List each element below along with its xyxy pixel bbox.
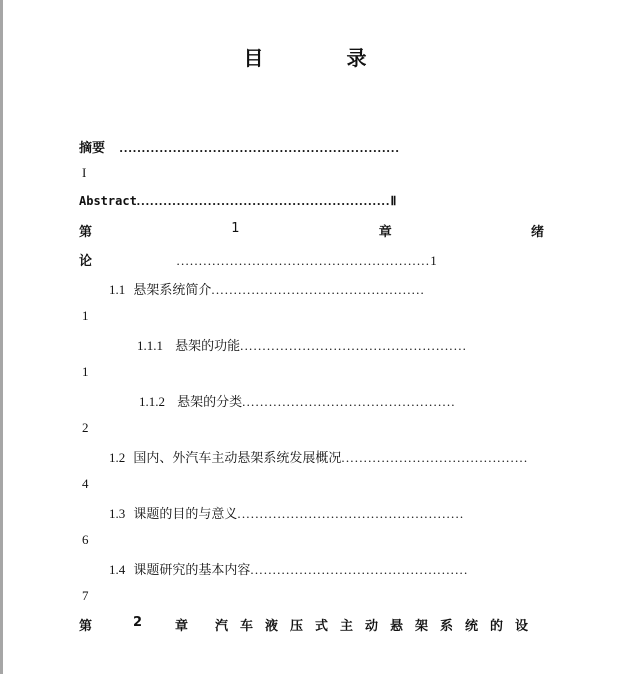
toc-page-number: 4 xyxy=(82,476,89,491)
chapter-char: 统 xyxy=(465,619,479,634)
toc-page-number: 6 xyxy=(82,532,89,547)
toc-entry-1-3[interactable] xyxy=(109,503,464,523)
chapter-char: 悬 xyxy=(390,619,404,634)
toc-label: 课题的目的与意义 xyxy=(133,507,238,522)
toc-entry-abstract-cn[interactable] xyxy=(79,137,400,157)
chapter-char: 设 xyxy=(515,619,529,634)
chapter-char: 第 xyxy=(79,619,93,634)
chapter-char: 液 xyxy=(265,619,279,634)
toc-page-number: 1 xyxy=(430,253,437,268)
section-number: 1.1.2 xyxy=(139,394,165,409)
toc-label: 悬架的分类 xyxy=(177,395,243,410)
chapter-char: 绪 xyxy=(530,225,544,240)
toc-title: 目 录 xyxy=(243,46,405,70)
toc-page-number: Ⅱ xyxy=(390,194,397,208)
toc-entry-1-2[interactable] xyxy=(109,447,528,467)
chapter-char: 汽 xyxy=(215,619,229,634)
toc-entry-1-1-1[interactable] xyxy=(137,335,467,355)
toc-label: 摘要 xyxy=(79,141,106,156)
section-number: 1.4 xyxy=(109,562,126,577)
toc-entry-1-1-2[interactable] xyxy=(139,391,456,411)
toc-page-number: 7 xyxy=(82,588,89,603)
chapter-char: 主 xyxy=(340,619,354,634)
leader-dots: ................................................ xyxy=(211,282,426,297)
toc-page-number: 2 xyxy=(82,420,89,435)
toc-entry-chapter-1-cont[interactable] xyxy=(79,250,437,270)
leader-dots: ............................................................... xyxy=(119,140,400,155)
chapter-char: 式 xyxy=(315,619,329,634)
section-number: 1.2 xyxy=(109,450,126,465)
toc-label: Abstract xyxy=(79,194,137,208)
chapter-char: 章 xyxy=(175,619,189,634)
chapter-char: 章 xyxy=(378,225,392,240)
leader-dots: ......................................................... xyxy=(176,253,431,268)
section-number: 1.3 xyxy=(109,506,126,521)
chapter-char: 车 xyxy=(240,619,254,634)
toc-label: 国内、外汽车主动悬架系统发展概况 xyxy=(133,451,342,466)
leader-dots: .......................................... xyxy=(341,450,529,465)
section-number: 1.1.1 xyxy=(137,338,163,353)
chapter-char: 论 xyxy=(79,254,93,269)
chapter-number: 1 xyxy=(231,221,240,236)
section-number: 1.1 xyxy=(109,282,126,297)
toc-entry-chapter-1[interactable] xyxy=(79,221,544,241)
chapter-number: 2 xyxy=(133,615,143,630)
leader-dots: ................................................... xyxy=(240,338,468,353)
toc-label: 悬架的功能 xyxy=(175,339,241,354)
leader-dots: ................................................... xyxy=(237,506,465,521)
toc-page-number: I xyxy=(82,165,87,180)
toc-entry-abstract-en[interactable] xyxy=(79,193,396,213)
toc-label: 课题研究的基本内容 xyxy=(133,563,251,578)
chapter-char: 系 xyxy=(440,619,454,634)
toc-entry-chapter-2[interactable] xyxy=(79,615,544,635)
toc-entry-1-1[interactable] xyxy=(109,279,425,299)
toc-label: 悬架系统简介 xyxy=(133,283,212,298)
leader-dots: ................................................. xyxy=(250,562,469,577)
toc-entry-1-4[interactable] xyxy=(109,559,468,579)
leader-dots: ......................................................... xyxy=(136,193,391,208)
chapter-char: 架 xyxy=(415,619,429,634)
leader-dots: ................................................ xyxy=(242,394,456,409)
toc-page-number: 1 xyxy=(82,308,89,323)
chapter-char: 第 xyxy=(79,225,93,240)
chapter-char: 动 xyxy=(365,619,379,634)
chapter-char: 压 xyxy=(290,619,304,634)
toc-page-number: 1 xyxy=(82,364,89,379)
chapter-char: 的 xyxy=(490,619,504,634)
